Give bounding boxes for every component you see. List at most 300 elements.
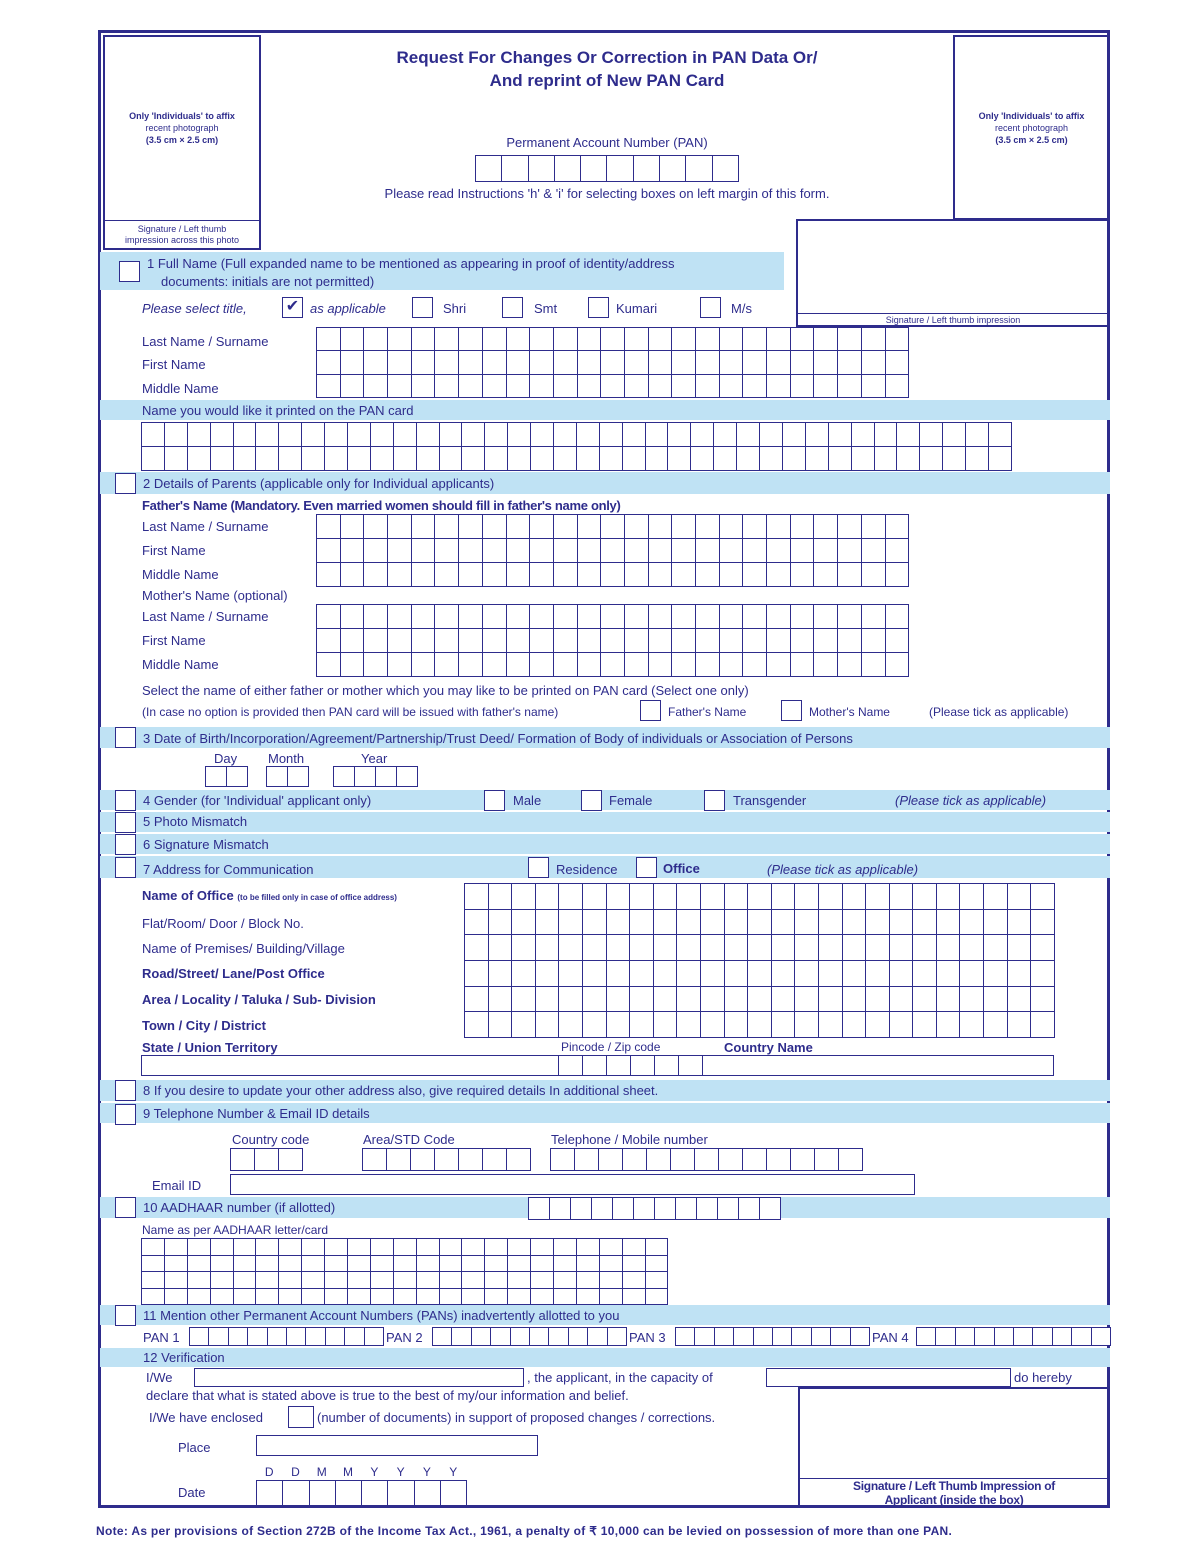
char-box[interactable] xyxy=(649,515,673,539)
char-box[interactable] xyxy=(875,423,898,447)
char-box[interactable] xyxy=(743,605,767,629)
char-box[interactable] xyxy=(600,1289,623,1306)
char-box[interactable] xyxy=(256,423,279,447)
char-box[interactable] xyxy=(913,910,937,936)
aadhaar-number-boxes[interactable] xyxy=(528,1197,780,1219)
char-box[interactable] xyxy=(554,375,578,398)
char-box[interactable] xyxy=(578,328,602,351)
char-box[interactable] xyxy=(348,447,371,471)
char-box[interactable] xyxy=(677,1012,701,1038)
char-box[interactable] xyxy=(506,1148,531,1171)
char-box[interactable] xyxy=(364,605,388,629)
char-box[interactable] xyxy=(829,423,852,447)
char-box[interactable] xyxy=(462,423,485,447)
char-box[interactable] xyxy=(984,987,1008,1013)
char-box[interactable] xyxy=(485,1289,508,1306)
char-box[interactable] xyxy=(791,328,815,351)
title-shri-checkbox[interactable] xyxy=(412,297,433,318)
char-box[interactable] xyxy=(714,447,737,471)
father-name-grid[interactable] xyxy=(316,514,909,587)
char-box[interactable] xyxy=(630,1055,655,1076)
char-box[interactable] xyxy=(188,447,211,471)
char-box[interactable] xyxy=(913,987,937,1013)
title-ms-checkbox[interactable] xyxy=(700,297,721,318)
char-box[interactable] xyxy=(633,1197,655,1220)
char-box[interactable] xyxy=(623,447,646,471)
char-box[interactable] xyxy=(286,1327,306,1346)
char-box[interactable] xyxy=(412,629,436,653)
char-box[interactable] xyxy=(672,375,696,398)
char-box[interactable] xyxy=(743,515,767,539)
char-box[interactable] xyxy=(696,653,720,677)
char-box[interactable] xyxy=(733,1327,753,1346)
char-box[interactable] xyxy=(767,605,791,629)
char-box[interactable] xyxy=(388,515,412,539)
char-box[interactable] xyxy=(814,1148,839,1171)
char-box[interactable] xyxy=(875,447,898,471)
char-box[interactable] xyxy=(559,884,583,910)
char-box[interactable] xyxy=(654,1012,678,1038)
char-box[interactable] xyxy=(654,987,678,1013)
char-box[interactable] xyxy=(850,1327,870,1346)
char-box[interactable] xyxy=(536,1012,560,1038)
char-box[interactable] xyxy=(838,515,862,539)
char-box[interactable] xyxy=(279,1239,302,1256)
char-box[interactable] xyxy=(960,935,984,961)
char-box[interactable] xyxy=(696,605,720,629)
char-box[interactable] xyxy=(696,563,720,587)
char-box[interactable] xyxy=(485,423,508,447)
char-box[interactable] xyxy=(1071,1327,1091,1346)
char-box[interactable] xyxy=(984,1012,1008,1038)
char-box[interactable] xyxy=(701,1012,725,1038)
char-box[interactable] xyxy=(625,328,649,351)
char-box[interactable] xyxy=(234,1256,257,1273)
char-box[interactable] xyxy=(1091,1327,1111,1346)
char-box[interactable] xyxy=(508,1256,531,1273)
char-box[interactable] xyxy=(459,375,483,398)
title-smt-checkbox[interactable] xyxy=(502,297,523,318)
char-box[interactable] xyxy=(714,1327,734,1346)
char-box[interactable] xyxy=(866,910,890,936)
char-box[interactable] xyxy=(570,1197,592,1220)
char-box[interactable] xyxy=(862,605,886,629)
char-box[interactable] xyxy=(583,1012,607,1038)
char-box[interactable] xyxy=(394,1289,417,1306)
char-box[interactable] xyxy=(388,375,412,398)
char-box[interactable] xyxy=(625,653,649,677)
char-box[interactable] xyxy=(1031,1012,1055,1038)
char-box[interactable] xyxy=(530,515,554,539)
char-box[interactable] xyxy=(587,1327,607,1346)
char-box[interactable] xyxy=(554,447,577,471)
char-box[interactable] xyxy=(943,447,966,471)
char-box[interactable] xyxy=(989,423,1012,447)
address-grid[interactable] xyxy=(464,883,1055,1038)
char-box[interactable] xyxy=(550,1148,575,1171)
char-box[interactable] xyxy=(675,1327,695,1346)
char-box[interactable] xyxy=(371,1272,394,1289)
std-code-boxes[interactable] xyxy=(362,1148,530,1170)
char-box[interactable] xyxy=(886,629,910,653)
char-box[interactable] xyxy=(984,961,1008,987)
char-box[interactable] xyxy=(677,910,701,936)
char-box[interactable] xyxy=(601,351,625,374)
char-box[interactable] xyxy=(317,563,341,587)
char-box[interactable] xyxy=(966,423,989,447)
char-box[interactable] xyxy=(317,351,341,374)
char-box[interactable] xyxy=(772,910,796,936)
char-box[interactable] xyxy=(559,910,583,936)
char-box[interactable] xyxy=(720,539,744,563)
char-box[interactable] xyxy=(646,1289,669,1306)
char-box[interactable] xyxy=(348,1272,371,1289)
char-box[interactable] xyxy=(435,539,459,563)
char-box[interactable] xyxy=(531,1239,554,1256)
char-box[interactable] xyxy=(625,539,649,563)
char-box[interactable] xyxy=(767,539,791,563)
char-box[interactable] xyxy=(1052,1327,1072,1346)
char-box[interactable] xyxy=(512,987,536,1013)
char-box[interactable] xyxy=(333,766,355,787)
char-box[interactable] xyxy=(913,961,937,987)
char-box[interactable] xyxy=(577,1289,600,1306)
char-box[interactable] xyxy=(558,1055,583,1076)
char-box[interactable] xyxy=(530,351,554,374)
char-box[interactable] xyxy=(165,1239,188,1256)
char-box[interactable] xyxy=(920,423,943,447)
char-box[interactable] xyxy=(440,1239,463,1256)
char-box[interactable] xyxy=(743,375,767,398)
char-box[interactable] xyxy=(819,935,843,961)
char-box[interactable] xyxy=(767,375,791,398)
char-box[interactable] xyxy=(862,515,886,539)
char-box[interactable] xyxy=(554,423,577,447)
char-box[interactable] xyxy=(625,351,649,374)
char-box[interactable] xyxy=(549,1197,571,1220)
char-box[interactable] xyxy=(623,1256,646,1273)
char-box[interactable] xyxy=(483,375,507,398)
char-box[interactable] xyxy=(814,539,838,563)
char-box[interactable] xyxy=(720,515,744,539)
char-box[interactable] xyxy=(672,539,696,563)
char-box[interactable] xyxy=(743,539,767,563)
char-box[interactable] xyxy=(483,563,507,587)
char-box[interactable] xyxy=(371,423,394,447)
pan3-boxes[interactable] xyxy=(675,1327,869,1345)
char-box[interactable] xyxy=(583,910,607,936)
char-box[interactable] xyxy=(341,605,365,629)
char-box[interactable] xyxy=(696,1197,718,1220)
char-box[interactable] xyxy=(677,987,701,1013)
char-box[interactable] xyxy=(600,1256,623,1273)
char-box[interactable] xyxy=(625,605,649,629)
dob-year-boxes[interactable] xyxy=(333,766,417,786)
char-box[interactable] xyxy=(489,961,513,987)
char-box[interactable] xyxy=(188,423,211,447)
char-box[interactable] xyxy=(838,375,862,398)
char-box[interactable] xyxy=(483,328,507,351)
char-box[interactable] xyxy=(458,1148,483,1171)
char-box[interactable] xyxy=(507,653,531,677)
char-box[interactable] xyxy=(646,1272,669,1289)
char-box[interactable] xyxy=(937,1012,961,1038)
char-box[interactable] xyxy=(819,987,843,1013)
country-code-boxes[interactable] xyxy=(230,1148,302,1170)
char-box[interactable] xyxy=(279,1272,302,1289)
char-box[interactable] xyxy=(649,563,673,587)
char-box[interactable] xyxy=(483,653,507,677)
char-box[interactable] xyxy=(536,961,560,987)
char-box[interactable] xyxy=(866,1012,890,1038)
applicant-name-grid[interactable] xyxy=(316,327,909,398)
char-box[interactable] xyxy=(767,328,791,351)
char-box[interactable] xyxy=(649,351,673,374)
char-box[interactable] xyxy=(795,961,819,987)
char-box[interactable] xyxy=(852,447,875,471)
char-box[interactable] xyxy=(862,629,886,653)
char-box[interactable] xyxy=(256,447,279,471)
char-box[interactable] xyxy=(489,935,513,961)
char-box[interactable] xyxy=(341,351,365,374)
char-box[interactable] xyxy=(607,884,631,910)
char-box[interactable] xyxy=(937,910,961,936)
char-box[interactable] xyxy=(341,328,365,351)
char-box[interactable] xyxy=(578,605,602,629)
char-box[interactable] xyxy=(742,1148,767,1171)
char-box[interactable] xyxy=(601,375,625,398)
char-box[interactable] xyxy=(459,563,483,587)
char-box[interactable] xyxy=(536,987,560,1013)
char-box[interactable] xyxy=(302,1272,325,1289)
char-box[interactable] xyxy=(302,1289,325,1306)
char-box[interactable] xyxy=(211,447,234,471)
char-box[interactable] xyxy=(601,563,625,587)
char-box[interactable] xyxy=(309,1480,336,1506)
char-box[interactable] xyxy=(485,1272,508,1289)
char-box[interactable] xyxy=(696,375,720,398)
char-box[interactable] xyxy=(843,884,867,910)
char-box[interactable] xyxy=(348,423,371,447)
char-box[interactable] xyxy=(279,1256,302,1273)
char-box[interactable] xyxy=(866,961,890,987)
char-box[interactable] xyxy=(189,1327,209,1346)
char-box[interactable] xyxy=(838,605,862,629)
char-box[interactable] xyxy=(302,1239,325,1256)
char-box[interactable] xyxy=(508,447,531,471)
char-box[interactable] xyxy=(489,910,513,936)
char-box[interactable] xyxy=(256,1239,279,1256)
char-box[interactable] xyxy=(672,629,696,653)
print-father-checkbox[interactable] xyxy=(640,700,661,721)
char-box[interactable] xyxy=(465,884,489,910)
char-box[interactable] xyxy=(886,563,910,587)
char-box[interactable] xyxy=(364,328,388,351)
char-box[interactable] xyxy=(386,1148,411,1171)
char-box[interactable] xyxy=(743,629,767,653)
char-box[interactable] xyxy=(677,884,701,910)
char-box[interactable] xyxy=(142,1272,165,1289)
char-box[interactable] xyxy=(649,605,673,629)
char-box[interactable] xyxy=(188,1289,211,1306)
char-box[interactable] xyxy=(791,605,815,629)
char-box[interactable] xyxy=(577,447,600,471)
char-box[interactable] xyxy=(960,987,984,1013)
char-box[interactable] xyxy=(348,1289,371,1306)
char-box[interactable] xyxy=(678,1055,703,1076)
char-box[interactable] xyxy=(341,563,365,587)
char-box[interactable] xyxy=(612,1197,634,1220)
char-box[interactable] xyxy=(672,605,696,629)
char-box[interactable] xyxy=(266,766,288,787)
char-box[interactable] xyxy=(625,515,649,539)
char-box[interactable] xyxy=(866,987,890,1013)
char-box[interactable] xyxy=(720,629,744,653)
char-box[interactable] xyxy=(625,563,649,587)
char-box[interactable] xyxy=(654,910,678,936)
char-box[interactable] xyxy=(554,653,578,677)
char-box[interactable] xyxy=(489,884,513,910)
char-box[interactable] xyxy=(317,629,341,653)
section-1-checkbox[interactable] xyxy=(119,261,140,282)
char-box[interactable] xyxy=(791,375,815,398)
char-box[interactable] xyxy=(554,563,578,587)
char-box[interactable] xyxy=(1031,987,1055,1013)
mother-name-grid[interactable] xyxy=(316,604,909,677)
char-box[interactable] xyxy=(435,375,459,398)
char-box[interactable] xyxy=(814,605,838,629)
char-box[interactable] xyxy=(677,935,701,961)
char-box[interactable] xyxy=(607,935,631,961)
char-box[interactable] xyxy=(738,1197,760,1220)
section-9-checkbox[interactable] xyxy=(115,1104,136,1125)
char-box[interactable] xyxy=(886,515,910,539)
section-5-checkbox[interactable] xyxy=(115,812,136,833)
char-box[interactable] xyxy=(489,987,513,1013)
char-box[interactable] xyxy=(649,328,673,351)
printed-name-grid[interactable] xyxy=(141,422,1012,471)
char-box[interactable] xyxy=(440,1480,467,1506)
char-box[interactable] xyxy=(554,351,578,374)
char-box[interactable] xyxy=(396,766,418,787)
char-box[interactable] xyxy=(348,1256,371,1273)
char-box[interactable] xyxy=(512,884,536,910)
char-box[interactable] xyxy=(325,1289,348,1306)
char-box[interactable] xyxy=(462,1289,485,1306)
char-box[interactable] xyxy=(512,961,536,987)
char-box[interactable] xyxy=(483,515,507,539)
char-box[interactable] xyxy=(843,935,867,961)
section-8-checkbox[interactable] xyxy=(115,1080,136,1101)
char-box[interactable] xyxy=(142,447,165,471)
char-box[interactable] xyxy=(696,351,720,374)
char-box[interactable] xyxy=(890,910,914,936)
char-box[interactable] xyxy=(440,447,463,471)
dob-month-boxes[interactable] xyxy=(266,766,308,786)
char-box[interactable] xyxy=(287,766,309,787)
dob-day-boxes[interactable] xyxy=(205,766,247,786)
char-box[interactable] xyxy=(670,1148,695,1171)
email-field[interactable] xyxy=(230,1174,915,1195)
char-box[interactable] xyxy=(341,539,365,563)
char-box[interactable] xyxy=(434,1148,459,1171)
char-box[interactable] xyxy=(668,447,691,471)
char-box[interactable] xyxy=(234,1239,257,1256)
char-box[interactable] xyxy=(165,1289,188,1306)
char-box[interactable] xyxy=(188,1239,211,1256)
char-box[interactable] xyxy=(866,884,890,910)
char-box[interactable] xyxy=(748,987,772,1013)
char-box[interactable] xyxy=(960,910,984,936)
char-box[interactable] xyxy=(578,515,602,539)
char-box[interactable] xyxy=(165,447,188,471)
char-box[interactable] xyxy=(489,1012,513,1038)
title-kumari-checkbox[interactable] xyxy=(588,297,609,318)
char-box[interactable] xyxy=(568,1327,588,1346)
date-boxes[interactable] xyxy=(256,1480,466,1505)
char-box[interactable] xyxy=(317,515,341,539)
char-box[interactable] xyxy=(471,1327,491,1346)
signature-box-right[interactable] xyxy=(796,219,1110,327)
char-box[interactable] xyxy=(364,1327,384,1346)
char-box[interactable] xyxy=(701,961,725,987)
char-box[interactable] xyxy=(440,1289,463,1306)
char-box[interactable] xyxy=(507,563,531,587)
char-box[interactable] xyxy=(623,423,646,447)
applicant-name-field[interactable] xyxy=(194,1368,524,1387)
char-box[interactable] xyxy=(806,423,829,447)
char-box[interactable] xyxy=(772,961,796,987)
char-box[interactable] xyxy=(748,1012,772,1038)
section-7-checkbox[interactable] xyxy=(115,857,136,878)
char-box[interactable] xyxy=(364,563,388,587)
char-box[interactable] xyxy=(278,1148,303,1171)
char-box[interactable] xyxy=(577,423,600,447)
char-box[interactable] xyxy=(725,987,749,1013)
char-box[interactable] xyxy=(829,447,852,471)
char-box[interactable] xyxy=(226,766,248,787)
char-box[interactable] xyxy=(672,515,696,539)
char-box[interactable] xyxy=(554,328,578,351)
char-box[interactable] xyxy=(530,328,554,351)
char-box[interactable] xyxy=(142,1289,165,1306)
char-box[interactable] xyxy=(531,1256,554,1273)
char-box[interactable] xyxy=(507,328,531,351)
char-box[interactable] xyxy=(256,1272,279,1289)
char-box[interactable] xyxy=(364,539,388,563)
char-box[interactable] xyxy=(974,1327,994,1346)
pan-digit-box[interactable] xyxy=(606,155,633,182)
char-box[interactable] xyxy=(649,539,673,563)
char-box[interactable] xyxy=(920,447,943,471)
char-box[interactable] xyxy=(654,1055,679,1076)
char-box[interactable] xyxy=(886,653,910,677)
char-box[interactable] xyxy=(960,1012,984,1038)
char-box[interactable] xyxy=(412,605,436,629)
char-box[interactable] xyxy=(748,961,772,987)
char-box[interactable] xyxy=(790,1148,815,1171)
pan-digit-box[interactable] xyxy=(528,155,555,182)
char-box[interactable] xyxy=(654,1197,676,1220)
char-box[interactable] xyxy=(607,910,631,936)
char-box[interactable] xyxy=(412,563,436,587)
char-box[interactable] xyxy=(531,447,554,471)
char-box[interactable] xyxy=(622,1148,647,1171)
char-box[interactable] xyxy=(482,1148,507,1171)
char-box[interactable] xyxy=(142,1239,165,1256)
char-box[interactable] xyxy=(843,910,867,936)
char-box[interactable] xyxy=(1013,1327,1033,1346)
